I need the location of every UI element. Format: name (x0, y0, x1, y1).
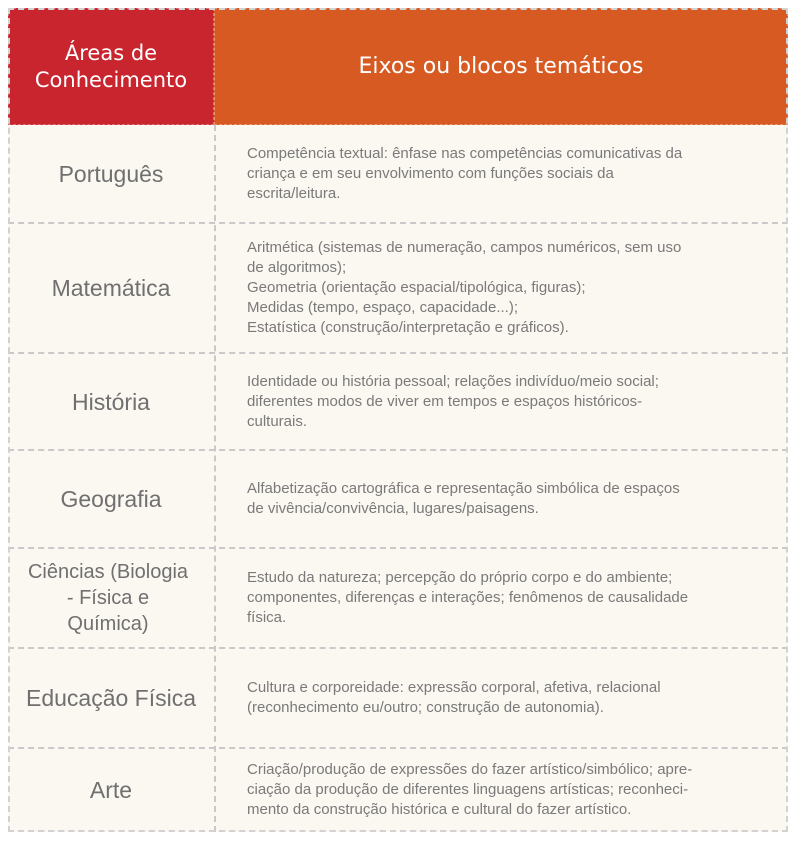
description-cell: Aritmética (sistemas de numeração, campos numéricos, sem uso de algoritmos); Geometria (orientação espacial/tipológica, figuras); Medidas (tempo, espaço, capacidade...); Estatística (construção/interpretação e gráficos). (247, 239, 682, 336)
description-cell: Alfabetização cartográfica e representação simbólica de espaços de vivência/convivência, lugares/paisagens. (247, 480, 680, 517)
description-cell: Identidade ou história pessoal; relações indivíduo/meio social; diferentes modos de viver em tempos e espaços históricos- culturais. (247, 372, 659, 430)
description-cell: Cultura e corporeidade: expressão corporal, afetiva, relacional (reconhecimento eu/outro; construção de autonomia). (247, 679, 661, 716)
table-row (8, 649, 788, 749)
thematic-table (8, 8, 788, 832)
area-cell: Português (58, 160, 164, 187)
description-cell: Criação/produção de expressões do fazer artístico/simbólico; apre- ciação da produção de diferentes linguagens artísticas; reconheci- mento da construção histórica e cultural do fazer artístico. (247, 760, 693, 818)
area-cell: Educação Física (25, 685, 197, 711)
table-row (8, 451, 788, 549)
description-cell: Competência textual: ênfase nas competências comunicativas da criança e em seu envolvimento com funções sociais da escrita/leitura. (247, 144, 683, 202)
description-cell: Estudo da natureza; percepção do próprio corpo e do ambiente; componentes, diferenças e interações; fenômenos de causalidade física. (247, 569, 689, 626)
area-cell: Geografia (60, 486, 162, 512)
header-areas: Áreas de Conhecimento (8, 8, 214, 125)
table-row (8, 749, 788, 832)
table-row (8, 549, 788, 649)
table-row (8, 125, 788, 224)
header-themes: Eixos ou blocos temáticos (214, 8, 788, 125)
area-cell: História (72, 388, 150, 415)
area-cell: Ciências (Biologia - Física e Química) (27, 561, 189, 635)
table-row (8, 354, 788, 451)
table-row (8, 224, 788, 354)
area-cell: Arte (89, 776, 133, 803)
column-divider (214, 125, 216, 832)
area-cell: Matemática (51, 275, 171, 301)
